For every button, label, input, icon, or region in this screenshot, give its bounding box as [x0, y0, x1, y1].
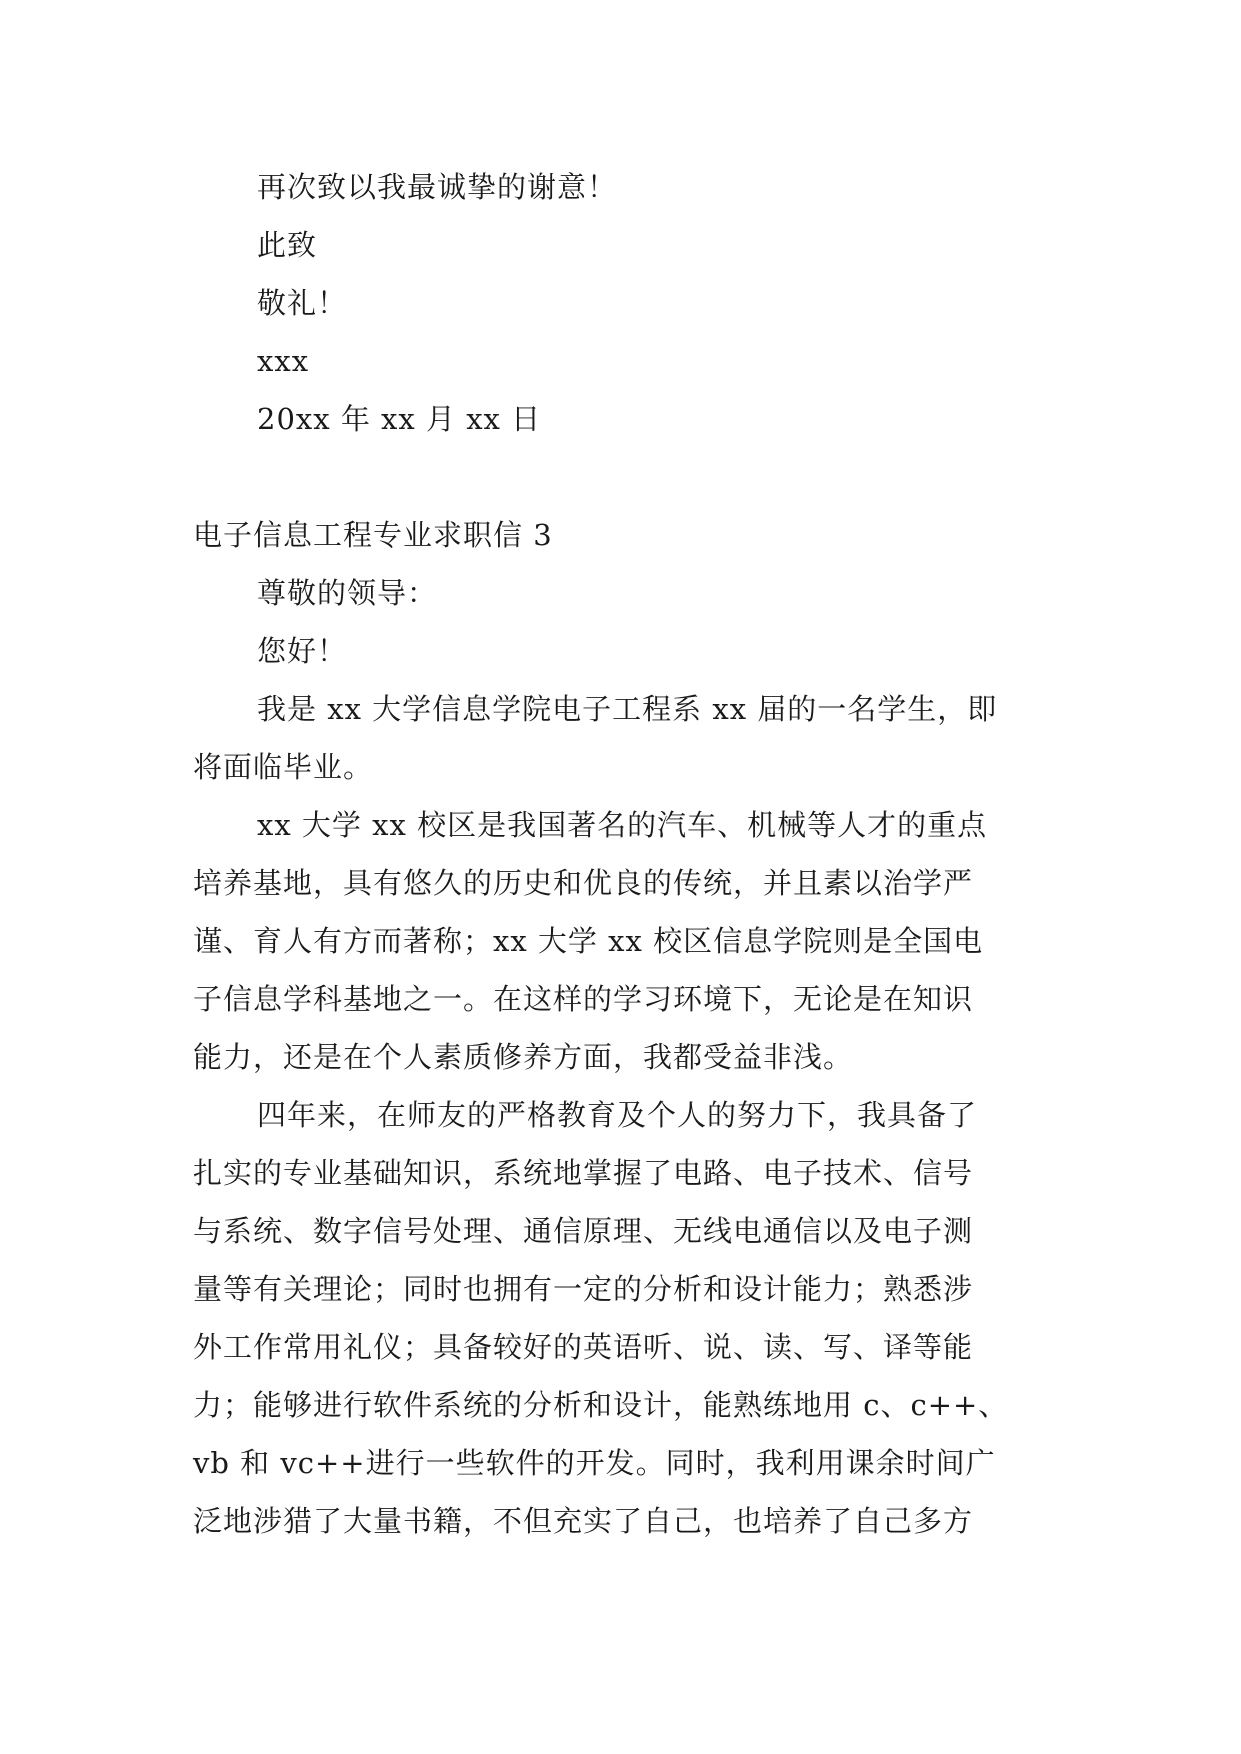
paragraph-1	[193, 680, 1053, 796]
paragraph-line: 我是 xx 大学信息学院电子工程系 xx 届的一名学生，即	[257, 692, 998, 726]
paragraph-line: 四年来，在师友的严格教育及个人的努力下，我具备了	[257, 1098, 978, 1132]
section-spacer	[193, 448, 1053, 506]
paragraph-line: 将面临毕业。	[193, 750, 374, 784]
paragraph-line: 培养基地，具有悠久的历史和优良的传统，并且素以治学严	[193, 866, 974, 900]
greeting-1: 尊敬的领导：	[257, 576, 438, 610]
paragraph-line: 力；能够进行软件系统的分析和设计，能熟练地用 c、c++、	[193, 1388, 1009, 1422]
greeting-2: 您好！	[257, 634, 348, 668]
paragraph-3	[193, 1086, 1053, 1550]
paragraph-line: 外工作常用礼仪；具备较好的英语听、说、读、写、译等能	[193, 1330, 974, 1364]
paragraph-line: 能力，还是在个人素质修养方面，我都受益非浅。	[193, 1040, 854, 1074]
paragraph-line: 谨、育人有方而著称；xx 大学 xx 校区信息学院则是全国电	[193, 924, 984, 958]
paragraph-line: 扎实的专业基础知识，系统地掌握了电路、电子技术、信号	[193, 1156, 974, 1190]
paragraph-line: vb 和 vc++进行一些软件的开发。同时，我利用课余时间广	[193, 1446, 996, 1480]
page-content	[193, 158, 1053, 1550]
paragraph-line: 泛地涉猎了大量书籍，不但充实了自己，也培养了自己多方	[193, 1504, 974, 1538]
paragraph-2	[193, 796, 1053, 1086]
closing-salutation-1: 此致	[257, 228, 318, 262]
closing-thanks: 再次致以我最诚挚的谢意！	[257, 170, 618, 204]
closing-salutation-2: 敬礼！	[257, 286, 348, 320]
paragraph-line: 子信息学科基地之一。在这样的学习环境下，无论是在知识	[193, 982, 974, 1016]
letter-title: 电子信息工程专业求职信 3	[193, 518, 553, 552]
paragraph-line: 量等有关理论；同时也拥有一定的分析和设计能力；熟悉涉	[193, 1272, 974, 1306]
paragraph-line: 与系统、数字信号处理、通信原理、无线电通信以及电子测	[193, 1214, 974, 1248]
paragraph-line: xx 大学 xx 校区是我国著名的汽车、机械等人才的重点	[257, 808, 988, 842]
signature: xxx	[257, 344, 310, 378]
date: 20xx 年 xx 月 xx 日	[257, 402, 542, 436]
